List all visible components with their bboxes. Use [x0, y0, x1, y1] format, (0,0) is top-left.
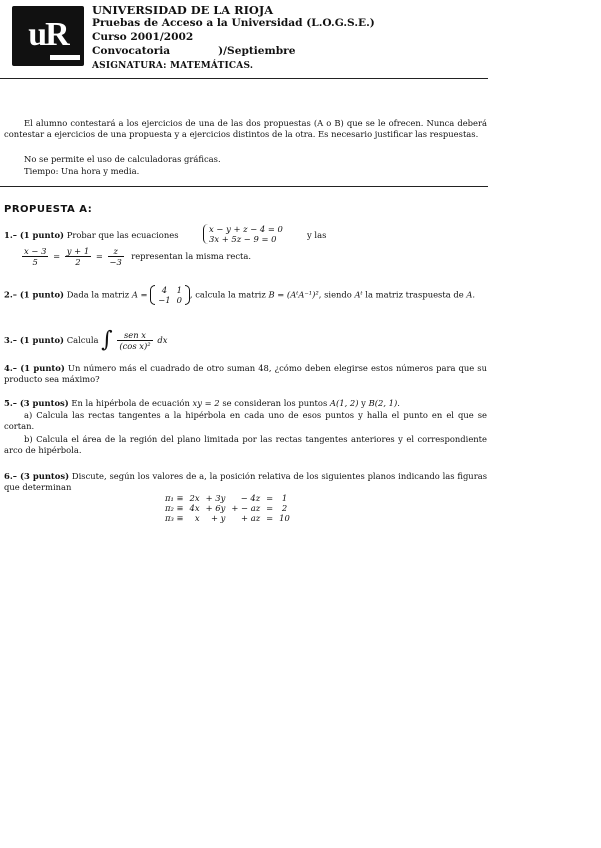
- university-name: UNIVERSIDAD DE LA RIOJA: [92, 3, 274, 17]
- system-equation-1: x − y + z − 4 = 0: [209, 224, 283, 234]
- plane-2-c3: + − az: [231, 503, 261, 513]
- plane-2-c1: 4x: [189, 503, 200, 513]
- plane-2-c2: + 6y: [205, 503, 226, 513]
- problem-5-label: 5.– (3 puntos): [4, 398, 69, 408]
- integrand: $\frac{\text{sen x}}{\text{(cos x)²}}$: [119, 330, 151, 351]
- time-note: Tiempo: Una hora y media.: [24, 166, 140, 176]
- problem-5: 5.– (3 puntos) En la hipérbola de ecuación xy = 2 se consideran los puntos A(1, 2) y B(2, 1).: [4, 398, 400, 408]
- problem-3-label: 3.– (1 punto): [4, 335, 65, 345]
- problem-4: 4.– (1 punto) Un número más el cuadrado de otro suman 48, ¿cómo deben elegirse estos números para que su producto sea máximo?: [4, 363, 487, 384]
- problem-1-intro: [4, 230, 179, 241]
- logo-band: [50, 55, 80, 60]
- plane-row: [162, 513, 293, 523]
- plane-3-c1: x: [194, 513, 200, 523]
- plane-row: [162, 503, 293, 513]
- problem-6-label: 6.– (3 puntos): [4, 471, 70, 481]
- problem-1-text-a: Probar que las ecuaciones: [66, 230, 179, 240]
- fraction-z: $\frac{z}{-3}$: [109, 246, 122, 267]
- university-logo: [12, 6, 84, 66]
- plane-3-eq: =: [266, 513, 274, 523]
- plane-1-name: π₁ ≡: [165, 493, 184, 503]
- instructions-paragraph: El alumno contestará a los ejercicios de una de las dos propuestas (A o B) que se le ofrecen. Nunca deberá contestar a ejercicios de una propuesta y a ejercicios distintos de la otra. Es necesario justificar las respuestas.: [4, 118, 487, 139]
- section-title: PROPUESTA A:: [4, 204, 93, 215]
- problem-1-text-b: y las: [307, 230, 327, 240]
- fraction-y: $\frac{y + 1}{2}$: [66, 246, 90, 267]
- plane-3-rhs: 10: [279, 513, 290, 523]
- problem-2-label: 2.– (1 punto): [4, 289, 65, 300]
- problem-1-text-c: representan la misma recta.: [131, 251, 252, 261]
- continuous-line-equation: $\frac{x - 3}{5}$ = $\frac{y + 1}{2}$ = $\frac{z}{-3}$ representan la misma recta.: [24, 246, 252, 267]
- equation-system: [203, 224, 283, 244]
- problem-5-part-a: a) Calcula las rectas tangentes a la hipérbola en cada uno de esos puntos y halla el punto en el que se cortan.: [4, 410, 487, 431]
- problem-2: 2.– (1 punto) Dada la matriz A = 4 1 −1 0 , calcula la matriz B = (AᵗA⁻¹)², siendo Aᵗ la matriz traspuesta de A.: [4, 285, 476, 305]
- plane-3-c3: + az: [241, 513, 261, 523]
- convocatoria: [92, 45, 295, 58]
- convocatoria-label: Convocatoria: [92, 45, 171, 57]
- plane-1-c2: + 3y: [205, 493, 226, 503]
- problem-1-label: 1.– (1 punto): [4, 230, 65, 240]
- planes-system: [162, 493, 293, 523]
- plane-1-c3: − 4z: [240, 493, 261, 503]
- matrix-a: 4 1 −1 0: [150, 285, 190, 305]
- header-divider: [0, 78, 488, 79]
- system-equation-2: 3x + 5z − 9 = 0: [209, 234, 277, 244]
- subject: ASIGNATURA: MATEMÁTICAS.: [92, 61, 254, 71]
- fraction-x: $\frac{x - 3}{5}$: [24, 246, 47, 267]
- problem-3: 3.– (1 punto) Calcula ∫ $\frac{\text{sen x}}{\text{(cos x)²}}$ dx: [4, 327, 168, 353]
- problem-5-part-b: b) Calcula el área de la región del plano limitada por las rectas tangentes anteriores y el correspondiente arco de hipérbola.: [4, 434, 487, 455]
- instructions-divider: [0, 186, 488, 187]
- exam-title: Pruebas de Acceso a la Universidad (L.O.G.S.E.): [92, 17, 375, 29]
- convocatoria-value: )/Septiembre: [218, 45, 296, 57]
- plane-3-c2: + y: [210, 513, 226, 523]
- problem-6: 6.– (3 puntos) Discute, según los valores de a, la posición relativa de los siguientes planos indicando las figuras que determinan: [4, 471, 487, 492]
- matrix-b-formula: B = (AᵗA⁻¹)²: [268, 289, 319, 300]
- course-year: Curso 2001/2002: [92, 31, 194, 43]
- plane-2-name: π₂ ≡: [165, 503, 184, 513]
- plane-1-c1: 2x: [189, 493, 200, 503]
- plane-2-rhs: 2: [281, 503, 288, 513]
- plane-1-rhs: 1: [281, 493, 288, 503]
- problem-4-label: 4.– (1 punto): [4, 363, 65, 373]
- plane-2-eq: =: [266, 503, 274, 513]
- logo-text: uR: [28, 16, 68, 53]
- plane-3-name: π₃ ≡: [165, 513, 184, 523]
- plane-row: [162, 493, 293, 503]
- plane-1-eq: =: [266, 493, 274, 503]
- calculator-note: No se permite el uso de calculadoras gráficas.: [24, 154, 221, 164]
- integral-sign: ∫: [101, 327, 113, 353]
